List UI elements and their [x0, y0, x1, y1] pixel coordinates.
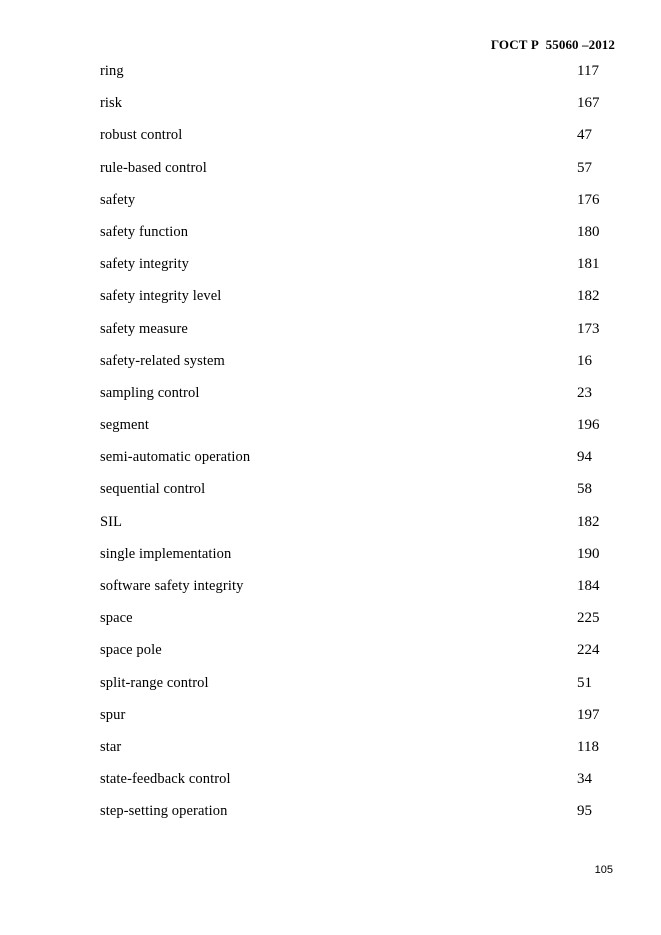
index-entry	[0, 191, 661, 223]
index-term-number: 181	[577, 256, 600, 273]
index-entry	[0, 770, 661, 802]
index-term: risk	[100, 95, 123, 112]
index-term: single implementation	[100, 545, 232, 562]
index-term: sequential control	[100, 481, 206, 498]
index-entry	[0, 738, 661, 770]
index-entry	[0, 223, 661, 255]
index-term-number: 16	[577, 352, 592, 369]
index-term: semi-automatic operation	[100, 449, 251, 466]
index-term-number: 176	[577, 191, 600, 208]
index-entry	[0, 94, 661, 126]
index-term-number: 95	[577, 803, 592, 820]
index-entry	[0, 320, 661, 352]
index-entry	[0, 384, 661, 416]
index-term: star	[100, 738, 122, 755]
index-entry	[0, 352, 661, 384]
index-entry	[0, 126, 661, 158]
index-term-number: 184	[577, 578, 600, 594]
index-term-number: 58	[577, 481, 592, 498]
index-term: SIL	[100, 513, 123, 530]
index-term-number: 94	[577, 449, 592, 466]
index-term: rule-based control	[100, 159, 207, 176]
index-term-number: 34	[577, 771, 592, 788]
index-term: safety	[100, 191, 136, 208]
index-entry	[0, 287, 661, 319]
index-term: sampling control	[100, 384, 200, 401]
index-entry	[0, 609, 661, 641]
index-entry	[0, 513, 661, 545]
index-term-number: 224	[577, 642, 600, 659]
index-term: step-setting operation	[100, 803, 228, 820]
index-entry	[0, 62, 661, 94]
index-term-number: 47	[577, 127, 592, 144]
document-header: ГОСТ Р 55060 –2012	[490, 37, 615, 52]
index-term-number: 190	[577, 545, 600, 562]
index-entry	[0, 480, 661, 512]
index-term-number: 180	[577, 223, 600, 240]
index-entry	[0, 448, 661, 480]
index-term-number: 57	[577, 159, 592, 176]
term-index-list	[0, 62, 661, 835]
index-term: safety measure	[100, 320, 188, 337]
index-term: safety-related system	[100, 352, 225, 369]
index-entry	[0, 545, 661, 577]
index-entry	[0, 159, 661, 191]
index-entry	[0, 577, 661, 609]
index-term: software safety integrity	[100, 578, 244, 594]
index-entry	[0, 255, 661, 287]
index-term-number: 117	[577, 63, 599, 79]
index-term: segment	[100, 417, 150, 434]
index-term-number: 196	[577, 417, 600, 434]
index-term: safety integrity level	[100, 288, 222, 305]
index-term: spur	[100, 706, 126, 723]
index-term: safety integrity	[100, 256, 189, 273]
index-term-number: 118	[577, 738, 599, 755]
index-term: split-range control	[100, 674, 209, 691]
page-number: 105	[594, 864, 613, 876]
index-term-number: 173	[577, 320, 600, 337]
index-term-number: 23	[577, 384, 592, 401]
index-term: space	[100, 610, 133, 627]
index-term-number: 182	[577, 288, 600, 305]
index-term-number: 51	[577, 674, 592, 691]
index-entry	[0, 641, 661, 673]
index-term-number: 167	[577, 95, 600, 112]
index-term: space pole	[100, 642, 162, 659]
index-term: state-feedback control	[100, 771, 231, 788]
index-entry	[0, 802, 661, 834]
index-term-number: 197	[577, 706, 600, 723]
index-entry	[0, 674, 661, 706]
index-entry	[0, 706, 661, 738]
index-term: robust control	[100, 127, 183, 144]
index-term: ring	[100, 63, 124, 79]
index-entry	[0, 416, 661, 448]
index-term: safety function	[100, 223, 189, 240]
index-term-number: 225	[577, 610, 600, 627]
index-term-number: 182	[577, 513, 600, 530]
